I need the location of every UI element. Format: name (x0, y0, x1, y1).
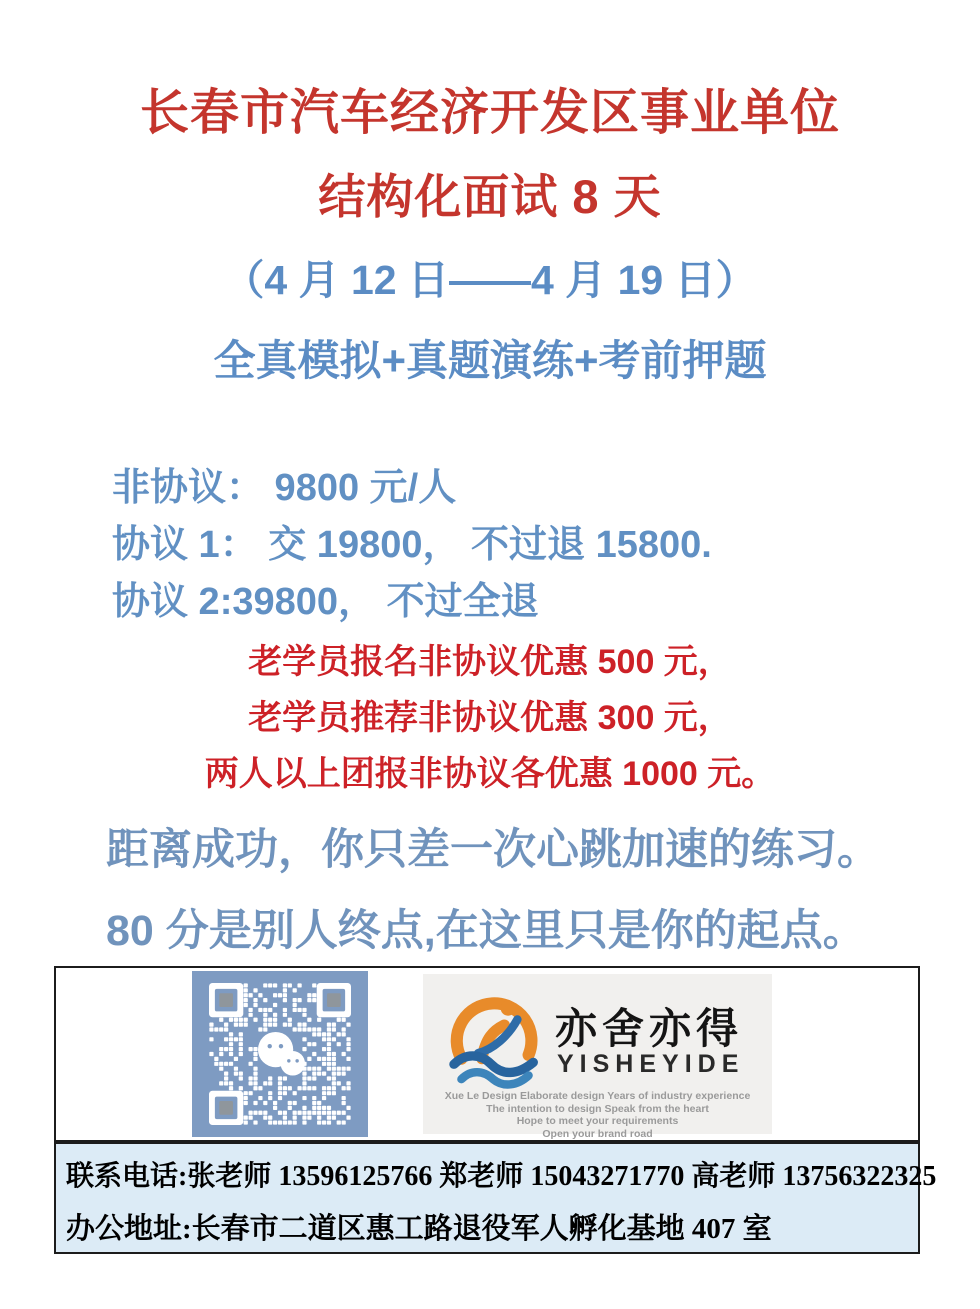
course-date-range: （4 月 12 日——4 月 19 日） (223, 257, 757, 303)
pricing-block (112, 460, 712, 631)
yisheyide-logo-panel (423, 974, 772, 1140)
logo-taglines (423, 1090, 772, 1140)
logo-english-name: YISHEYIDE (557, 1050, 745, 1078)
pricing-line-agreement2: 协议 2:39800， 不过全退 (112, 581, 539, 623)
contact-info-box (54, 1142, 937, 1254)
yisheyide-logo-icon (439, 984, 551, 1096)
contact-address-line: 办公地址:长春市二道区惠工路退役军人孵化基地 407 室 (66, 1213, 772, 1245)
poster-title-line2: 结构化面试 8 天 (318, 170, 662, 223)
wechat-qr-panel (192, 971, 368, 1137)
contact-phone-line: 联系电话:张老师 13596125766 郑老师 15043271770 高老师 13756322325 (66, 1161, 937, 1192)
discount-line-old-student: 老学员报名非协议优惠 500 元， (248, 643, 732, 681)
qr-and-logo-box (54, 966, 920, 1142)
course-features: 全真模拟+真题演练+考前押题 (213, 337, 767, 384)
discount-line-referral: 老学员推荐非协议优惠 300 元， (248, 699, 732, 737)
logo-tagline-2: The intention to design Speak from the heart (486, 1102, 709, 1115)
poster-title-line1: 长春市汽车经济开发区事业单位 (139, 86, 840, 140)
logo-tagline-1: Xue Le Design Elaborate design Years of industry experience (444, 1090, 751, 1102)
pricing-line-nonagreement: 非协议： 9800 元/人 (112, 467, 457, 509)
slogan-line1: 距离成功，你只差一次心跳加速的练习。 (106, 826, 880, 874)
pricing-line-agreement1: 协议 1： 交 19800， 不过退 15800. (112, 524, 712, 566)
logo-tagline-4: Open your brand road (542, 1127, 653, 1140)
slogan-line2: 80 分是别人终点,在这里只是你的起点。 (106, 907, 866, 955)
logo-tagline-3: Hope to meet your requirements (516, 1115, 679, 1127)
discounts-block (0, 634, 980, 802)
discount-line-group: 两人以上团报非协议各优惠 1000 元。 (204, 755, 776, 793)
wechat-qr-icon (206, 983, 354, 1125)
logo-chinese-name: 亦舍亦得 (555, 1005, 744, 1052)
